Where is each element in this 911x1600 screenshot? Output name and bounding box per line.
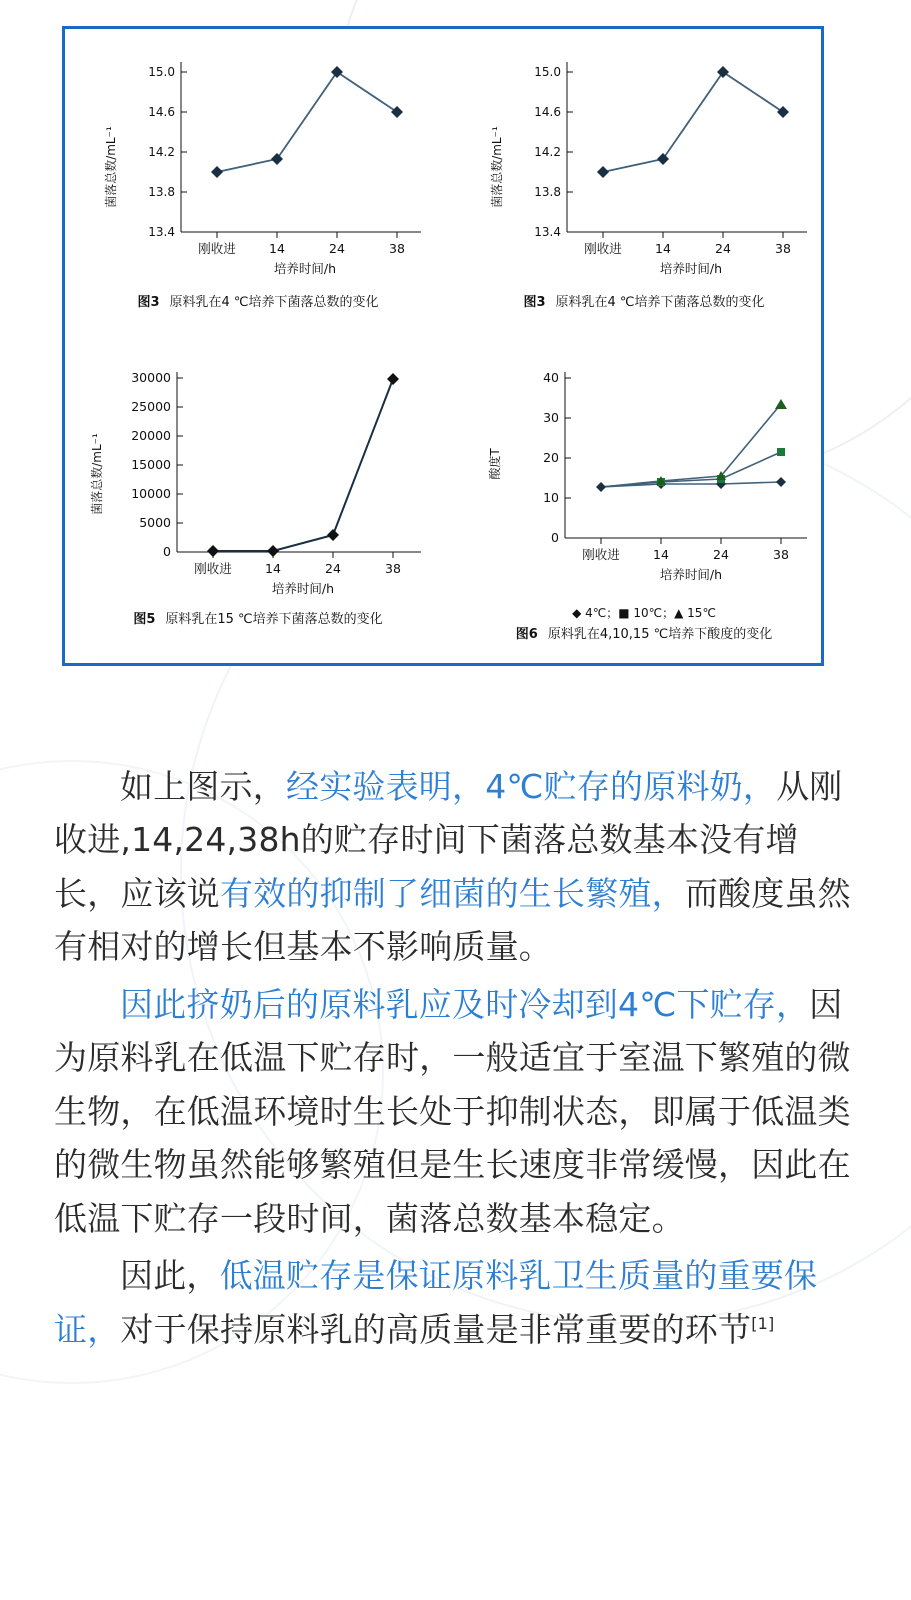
chart-1-ytick-4: 15.0 xyxy=(148,65,175,79)
chart-4-xtick-0: 刚收进 xyxy=(582,547,620,562)
figure-grid xyxy=(65,29,821,663)
chart-4-series-10c-line xyxy=(601,452,781,487)
text-segment-3-4: [1] xyxy=(751,1313,775,1333)
chart-4-ytick-2: 20 xyxy=(543,450,559,465)
chart-3-xtick-0: 刚收进 xyxy=(194,561,232,576)
text-segment-3-1: 因此， xyxy=(120,1256,220,1296)
chart-2-xlabel: 培养时间/h xyxy=(659,261,723,276)
figure-1-title: 原料乳在4 ℃培养下菌落总数的变化 xyxy=(169,295,379,310)
figure-4-number: 图6 xyxy=(515,627,538,642)
figure-3-number: 图5 xyxy=(133,612,156,627)
text-segment-1-1: 如上图示， xyxy=(120,767,286,806)
chart-3-ytick-1: 5000 xyxy=(139,515,171,530)
chart-2 xyxy=(457,37,831,289)
chart-3-xtick-3: 38 xyxy=(385,561,401,576)
chart-1-xlabel: 培养时间/h xyxy=(273,261,337,276)
chart-4-markers-15c xyxy=(656,399,787,485)
chart-2-xtick-1: 14 xyxy=(655,241,671,256)
chart-2-svg xyxy=(457,37,831,287)
chart-1-xtick-0: 刚收进 xyxy=(198,241,236,256)
chart-2-markers xyxy=(597,66,789,178)
chart-1-xtick-2: 24 xyxy=(329,241,345,256)
chart-3-ytick-5: 25000 xyxy=(131,399,171,414)
chart-3-svg xyxy=(71,354,445,604)
chart-3-ytick-2: 10000 xyxy=(131,486,171,501)
chart-2-xtick-2: 24 xyxy=(715,241,731,256)
chart-3-ytick-3: 15000 xyxy=(131,457,171,472)
chart-3 xyxy=(71,354,445,606)
text-segment-1-4: 有效的抑制了细菌的生长繁殖， xyxy=(220,873,685,913)
chart-2-xtick-0: 刚收进 xyxy=(584,241,622,256)
figure-4-caption xyxy=(457,623,831,642)
chart-3-markers xyxy=(207,373,399,557)
chart-1-markers xyxy=(211,66,403,178)
chart-4-ytick-0: 0 xyxy=(551,530,559,545)
article-paragraph-3 xyxy=(54,1249,860,1356)
chart-1-ytick-3: 14.6 xyxy=(148,105,175,119)
chart-4-xtick-2: 24 xyxy=(713,547,729,562)
figure-3-title: 原料乳在15 ℃培养下菌落总数的变化 xyxy=(165,612,383,627)
chart-3-ytick-6: 30000 xyxy=(131,370,171,385)
chart-2-ytick-4: 15.0 xyxy=(534,65,561,79)
figure-3-caption xyxy=(71,608,445,627)
chart-4-legend: ◆ 4℃；■ 10℃；▲ 15℃ xyxy=(572,606,716,620)
chart-4-ytick-4: 40 xyxy=(543,370,559,385)
figure-cell-2 xyxy=(451,29,837,346)
chart-2-ytick-2: 14.2 xyxy=(534,145,561,159)
text-segment-2-2: 因为原料乳在低温下贮存时，一般适宜于室温下繁殖的微生物，在低温环境时生长处于抑制状态，即属于低温类的微生物虽然能够繁殖但是生长速度非常缓慢，因此在低温下贮存一段时间，菌落总数基本稳定。 xyxy=(54,984,851,1238)
text-segment-2-1: 因此挤奶后的原料乳应及时冷却到4℃下贮存， xyxy=(120,984,810,1024)
chart-2-ytick-0: 13.4 xyxy=(534,225,561,239)
article-paragraph-2 xyxy=(54,978,860,1245)
chart-4-ytick-1: 10 xyxy=(543,490,559,505)
figure-cell-3 xyxy=(65,346,451,663)
chart-2-xtick-3: 38 xyxy=(775,241,791,256)
chart-4-series-15c-line xyxy=(601,404,781,487)
article-body xyxy=(54,760,860,1360)
chart-2-ytick-1: 13.8 xyxy=(534,185,561,199)
chart-4-xtick-1: 14 xyxy=(653,547,669,562)
article-paragraph-1 xyxy=(54,760,860,974)
figure-card xyxy=(62,26,824,666)
chart-1-ytick-2: 14.2 xyxy=(148,145,175,159)
chart-3-ytick-4: 20000 xyxy=(131,428,171,443)
chart-3-series-line xyxy=(213,379,393,551)
figure-2-caption xyxy=(457,291,831,310)
chart-1-xtick-3: 38 xyxy=(389,241,405,256)
figure-2-number: 图3 xyxy=(523,295,546,310)
chart-1-xtick-1: 14 xyxy=(269,241,285,256)
chart-1 xyxy=(71,37,445,289)
text-segment-1-5: 而酸度虽然有相对的增长但基本不影响质量。 xyxy=(54,873,851,967)
chart-4-ylabel: 酸度T xyxy=(488,448,502,480)
chart-1-ytick-1: 13.8 xyxy=(148,185,175,199)
chart-3-ytick-0: 0 xyxy=(163,544,171,559)
chart-1-ylabel: 菌落总数/mL⁻¹ xyxy=(104,126,118,208)
chart-4-xlabel: 培养时间/h xyxy=(659,567,723,582)
chart-3-xtick-1: 14 xyxy=(265,561,281,576)
chart-3-xlabel: 培养时间/h xyxy=(271,581,335,596)
text-segment-1-3: 从刚收进,14,24,38h的贮存时间下菌落总数基本没有增长，应该说 xyxy=(54,767,843,913)
chart-1-series-line xyxy=(217,72,397,172)
figure-4-title: 原料乳在4,10,15 ℃培养下酸度的变化 xyxy=(547,627,773,642)
chart-3-ylabel: 菌落总数/mL⁻¹ xyxy=(90,433,104,515)
figure-1-caption xyxy=(71,291,445,310)
figure-cell-1 xyxy=(65,29,451,346)
chart-4 xyxy=(457,354,831,606)
figure-cell-4 xyxy=(451,346,837,663)
chart-2-series-line xyxy=(603,72,783,172)
chart-4-svg xyxy=(457,354,831,586)
chart-3-xtick-2: 24 xyxy=(325,561,341,576)
chart-1-ytick-0: 13.4 xyxy=(148,225,175,239)
chart-4-ytick-3: 30 xyxy=(543,410,559,425)
text-segment-3-2: 低温贮存是保证原料乳卫生质量的重要保证， xyxy=(54,1256,818,1349)
figure-1-number: 图3 xyxy=(137,295,160,310)
chart-2-ytick-3: 14.6 xyxy=(534,105,561,119)
text-segment-1-2: 经实验表明，4℃贮存的原料奶， xyxy=(286,767,777,806)
chart-2-ylabel: 菌落总数/mL⁻¹ xyxy=(490,126,504,208)
text-segment-3-3: 对于保持原料乳的高质量是非常重要的环节 xyxy=(120,1309,752,1349)
chart-4-xtick-3: 38 xyxy=(773,547,789,562)
figure-2-title: 原料乳在4 ℃培养下菌落总数的变化 xyxy=(555,295,765,310)
chart-1-svg xyxy=(71,37,445,287)
